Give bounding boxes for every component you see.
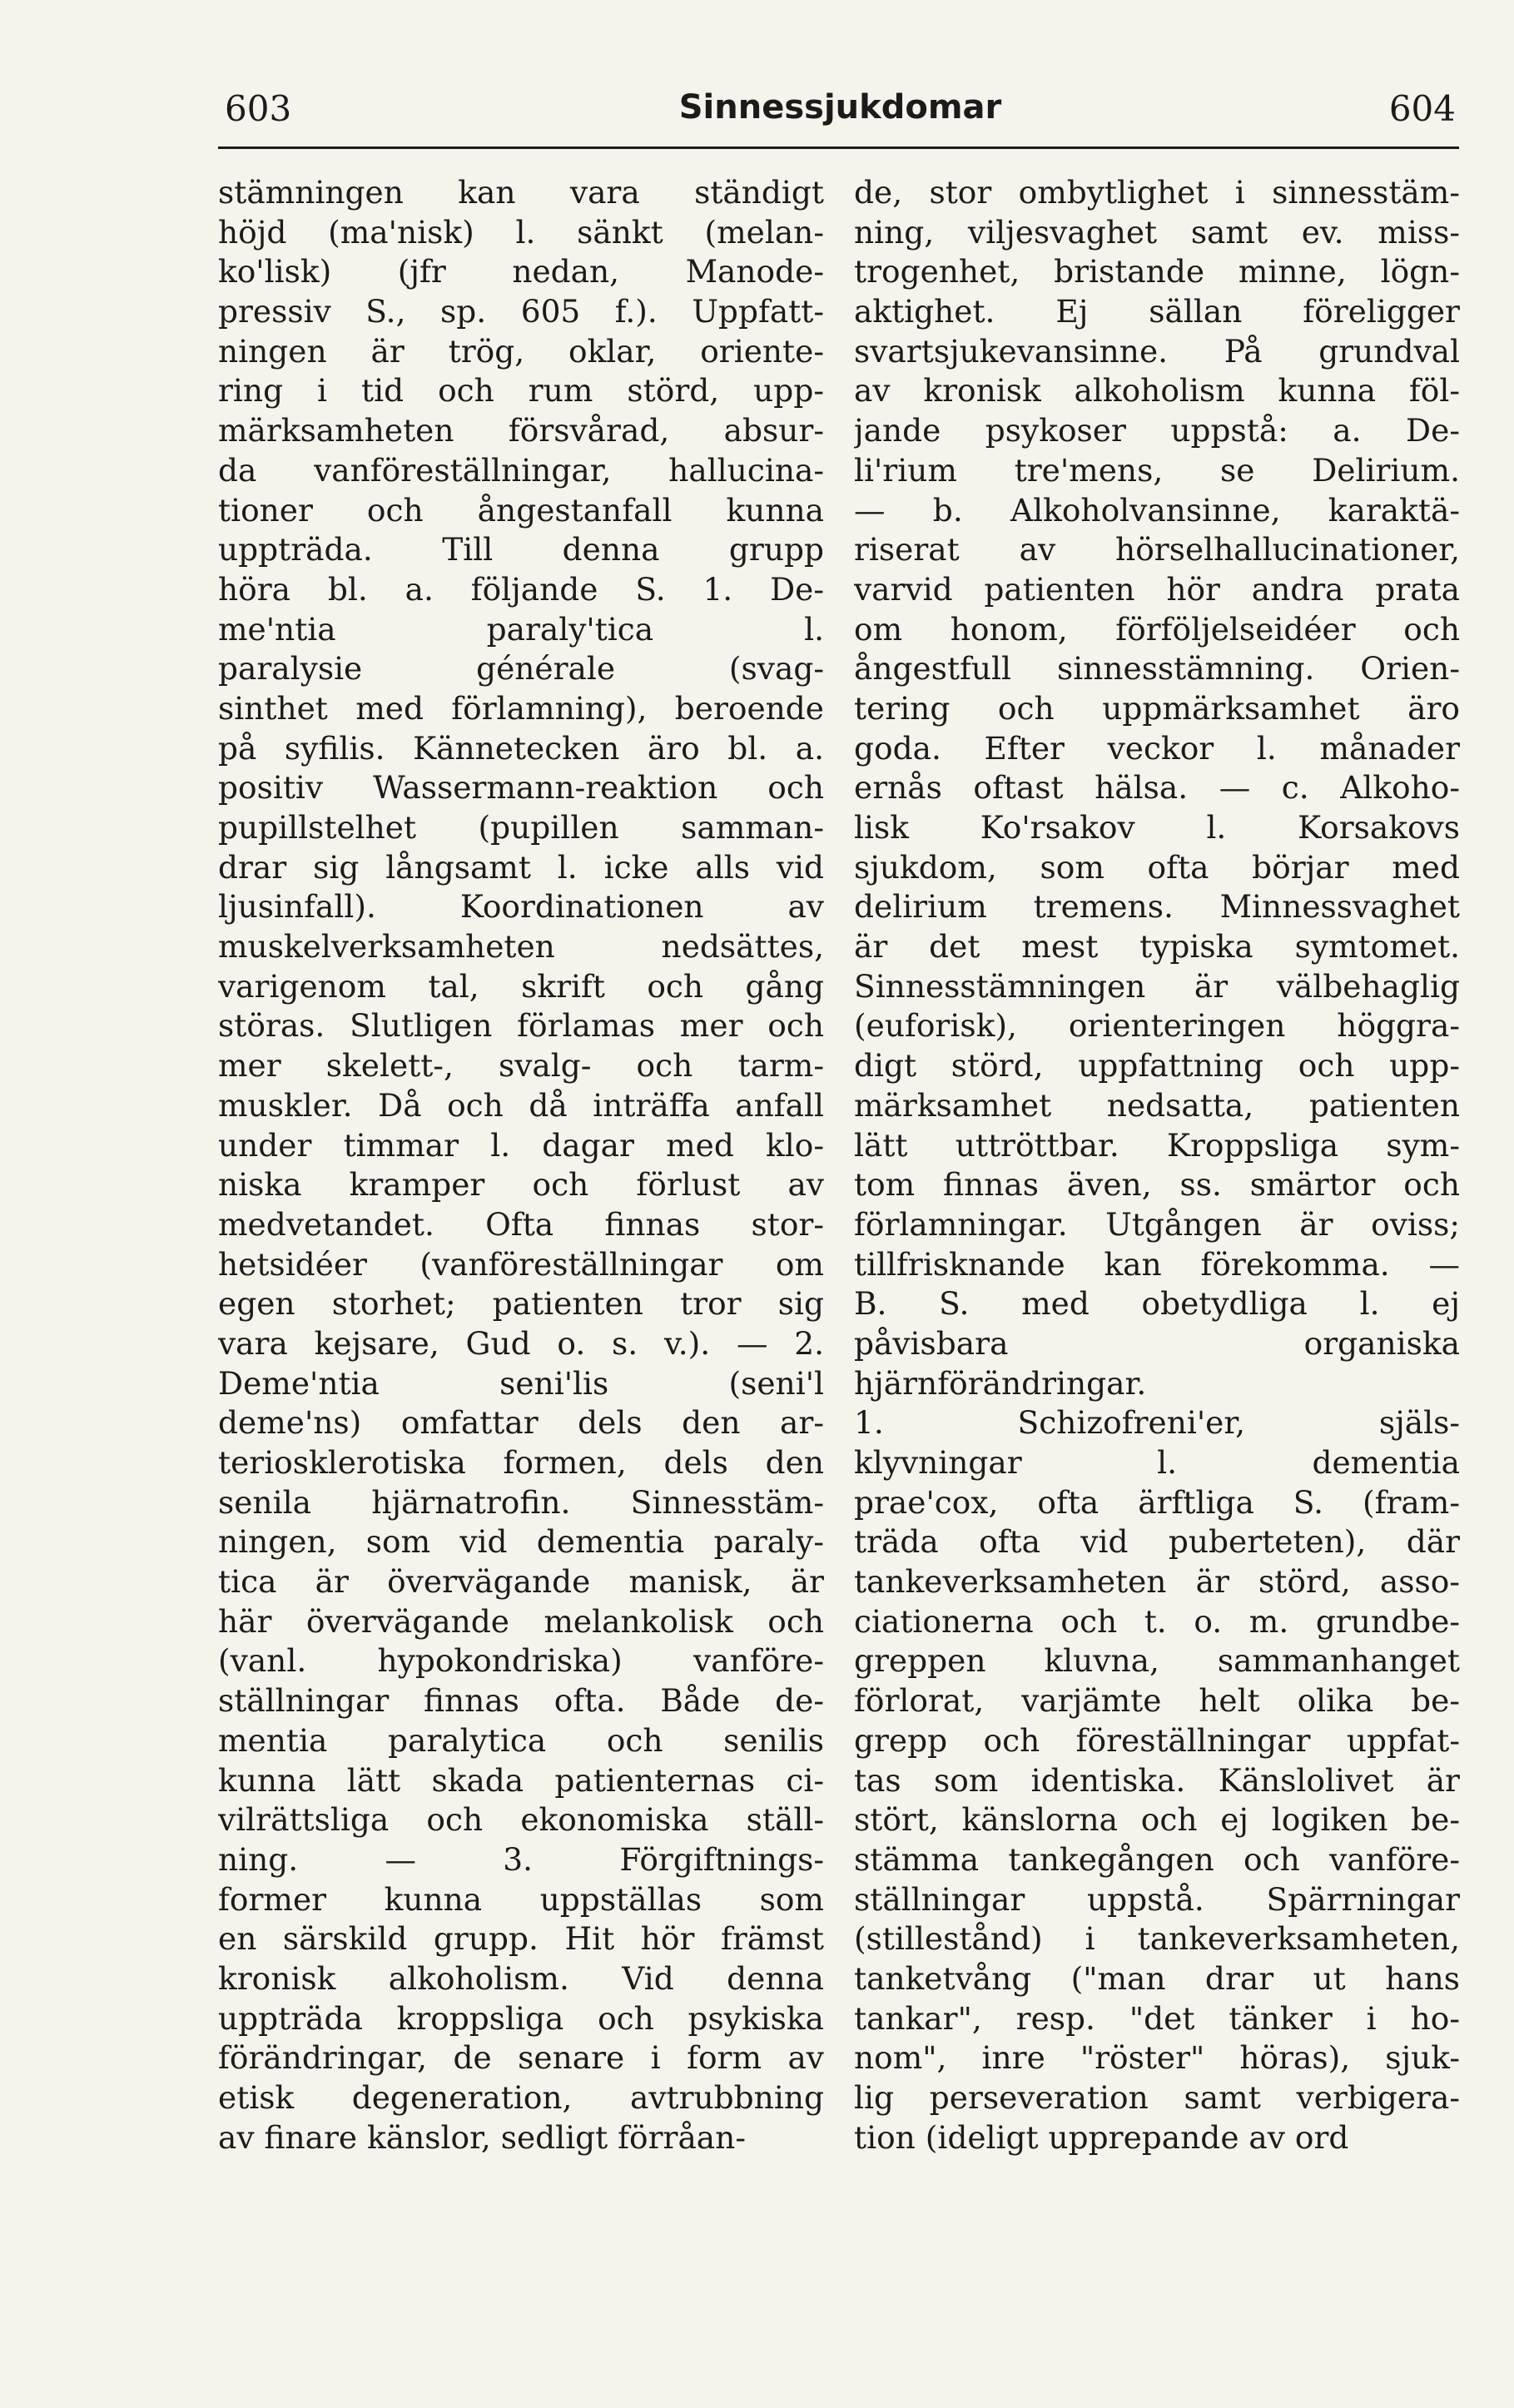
text-line: ring i tid och rum störd, upp-	[218, 372, 824, 410]
text-line: nom", inre "röster" höras), sjuk-	[854, 2039, 1460, 2077]
text-line: goda. Efter veckor l. månader	[854, 729, 1460, 767]
text-line: höjd (ma'nisk) l. sänkt (melan-	[218, 213, 824, 251]
text-line: teriosklerotiska formen, dels den	[218, 1444, 824, 1481]
text-line: om honom, förföljelseidéer och	[854, 610, 1460, 648]
text-line: märksamheten försvårad, absur-	[218, 412, 824, 449]
text-line: ningen, som vid dementia paraly-	[218, 1523, 824, 1561]
text-line: under timmar l. dagar med klo-	[218, 1126, 824, 1164]
text-line: paralysie générale (svag-	[218, 650, 824, 688]
text-line: me'ntia paraly'tica l.	[218, 610, 824, 648]
text-line: störas. Slutligen förlamas mer och	[218, 1007, 824, 1045]
text-line: etisk degeneration, avtrubbning	[218, 2079, 824, 2116]
right-text-column	[854, 173, 1460, 2157]
text-line: höra bl. a. följande S. 1. De-	[218, 570, 824, 608]
text-line: senila hjärnatrofin. Sinnesstäm-	[218, 1483, 824, 1521]
text-line: ciationerna och t. o. m. grundbe-	[854, 1602, 1460, 1640]
page-number-right: 604	[1388, 88, 1456, 129]
text-line: märksamhet nedsatta, patienten	[854, 1086, 1460, 1124]
text-line: aktighet. Ej sällan föreligger	[854, 293, 1460, 330]
text-line: sjukdom, som ofta börjar med	[854, 848, 1460, 886]
header-rule	[218, 146, 1459, 149]
text-line: ljusinfall). Koordinationen av	[218, 888, 824, 926]
text-line: medvetandet. Ofta finnas stor-	[218, 1205, 824, 1243]
text-line: muskelverksamheten nedsättes,	[218, 928, 824, 966]
text-line: stört, känslorna och ej logiken be-	[854, 1801, 1460, 1839]
text-line: vara kejsare, Gud o. s. v.). — 2.	[218, 1324, 824, 1362]
text-line: stämma tankegången och vanföre-	[854, 1840, 1460, 1878]
text-line: prae'cox, ofta ärftliga S. (fram-	[854, 1483, 1460, 1521]
text-line: drar sig långsamt l. icke alls vid	[218, 848, 824, 886]
text-line: lätt uttröttbar. Kroppsliga sym-	[854, 1126, 1460, 1164]
text-line: en särskild grupp. Hit hör främst	[218, 1920, 824, 1958]
text-line: tion (ideligt upprepande av ord	[854, 2118, 1349, 2156]
text-line: grepp och föreställningar uppfat-	[854, 1721, 1460, 1759]
text-line: uppträda. Till denna grupp	[218, 531, 824, 568]
text-line: li'rium tre'mens, se Delirium.	[854, 451, 1460, 489]
running-header	[225, 88, 1456, 146]
text-line: B. S. med obetydliga l. ej	[854, 1285, 1460, 1323]
text-line: här övervägande melankolisk och	[218, 1602, 824, 1640]
text-line: ko'lisk) (jfr nedan, Manode-	[218, 253, 824, 290]
text-line: sinthet med förlamning), beroende	[218, 689, 824, 727]
text-line: varigenom tal, skrift och gång	[218, 967, 824, 1005]
text-line: hetsidéer (vanföreställningar om	[218, 1245, 824, 1283]
text-line: tica är övervägande manisk, är	[218, 1563, 824, 1601]
page-number-left: 603	[225, 88, 292, 129]
text-line: tillfrisknande kan förekomma. —	[854, 1245, 1460, 1283]
text-line: ångestfull sinnesstämning. Orien-	[854, 650, 1460, 688]
text-line: positiv Wassermann-reaktion och	[218, 769, 824, 807]
text-line: tas som identiska. Känslolivet är	[854, 1761, 1460, 1799]
text-line: tioner och ångestanfall kunna	[218, 491, 824, 529]
left-text-column	[218, 173, 824, 2157]
text-line: jande psykoser uppstå: a. De-	[854, 412, 1460, 449]
text-line: svartsjukevansinne. På grundval	[854, 332, 1460, 370]
text-line: tering och uppmärksamhet äro	[854, 689, 1460, 727]
text-line: förlamningar. Utgången är oviss;	[854, 1205, 1460, 1243]
text-line: mentia paralytica och senilis	[218, 1721, 824, 1759]
text-line: (euforisk), orienteringen höggra-	[854, 1007, 1460, 1045]
text-line: vilrättsliga och ekonomiska ställ-	[218, 1801, 824, 1839]
text-line: delirium tremens. Minnessvaghet	[854, 888, 1460, 926]
text-line: påvisbara organiska	[854, 1324, 1460, 1362]
text-line: de, stor ombytlighet i sinnesstäm-	[854, 174, 1460, 211]
text-line: träda ofta vid puberteten), där	[854, 1523, 1460, 1561]
text-line: niska kramper och förlust av	[218, 1166, 824, 1204]
text-line: hjärnförändringar.	[854, 1364, 1147, 1402]
text-line: ning, viljesvaghet samt ev. miss-	[854, 213, 1460, 251]
text-line: förändringar, de senare i form av	[218, 2039, 824, 2077]
text-line: former kunna uppställas som	[218, 1880, 824, 1918]
text-line: av finare känslor, sedligt förråan-	[218, 2118, 746, 2156]
text-line: riserat av hörselhallucinationer,	[854, 531, 1460, 568]
text-line: tankar", resp. "det tänker i ho-	[854, 1999, 1460, 2037]
text-line: tanketvång ("man drar ut hans	[854, 1959, 1460, 1997]
text-line: egen storhet; patienten tror sig	[218, 1285, 824, 1323]
text-line: lig perseveration samt verbigera-	[854, 2079, 1460, 2116]
text-line: muskler. Då och då inträffa anfall	[218, 1086, 824, 1124]
text-line: tom finnas även, ss. smärtor och	[854, 1166, 1460, 1204]
text-line: — b. Alkoholvansinne, karaktä-	[854, 491, 1460, 529]
text-line: kunna lätt skada patienternas ci-	[218, 1761, 824, 1799]
text-line: ning. — 3. Förgiftnings-	[218, 1840, 824, 1878]
text-line: trogenhet, bristande minne, lögn-	[854, 253, 1460, 290]
text-line: (stillestånd) i tankeverksamheten,	[854, 1920, 1460, 1958]
text-line: på syfilis. Kännetecken äro bl. a.	[218, 729, 824, 767]
text-line: stämningen kan vara ständigt	[218, 174, 824, 211]
text-line: pupillstelhet (pupillen samman-	[218, 809, 824, 846]
text-line: av kronisk alkoholism kunna föl-	[854, 372, 1460, 410]
text-line: ställningar finnas ofta. Både de-	[218, 1682, 824, 1720]
text-line: tankeverksamheten är störd, asso-	[854, 1563, 1460, 1601]
text-line: deme'ns) omfattar dels den ar-	[218, 1404, 824, 1442]
text-line: (vanl. hypokondriska) vanföre-	[218, 1642, 824, 1680]
text-line: Sinnesstämningen är välbehaglig	[854, 967, 1460, 1005]
text-line: greppen kluvna, sammanhanget	[854, 1642, 1460, 1680]
text-line: ställningar uppstå. Spärrningar	[854, 1880, 1460, 1918]
text-line: kronisk alkoholism. Vid denna	[218, 1959, 824, 1997]
text-line: 1. Schizofreni'er, själs-	[854, 1404, 1460, 1442]
text-line: uppträda kroppsliga och psykiska	[218, 1999, 824, 2037]
text-line: pressiv S., sp. 605 f.). Uppfatt-	[218, 293, 824, 330]
text-line: lisk Ko'rsakov l. Korsakovs	[854, 809, 1460, 846]
text-line: ernås oftast hälsa. — c. Alkoho-	[854, 769, 1460, 807]
text-line: ningen är trög, oklar, oriente-	[218, 332, 824, 370]
text-line: mer skelett-, svalg- och tarm-	[218, 1047, 824, 1085]
text-line: klyvningar l. dementia	[854, 1444, 1460, 1481]
text-line: förlorat, varjämte helt olika be-	[854, 1682, 1460, 1720]
running-title: Sinnessjukdomar	[678, 88, 1002, 127]
text-line: da vanföreställningar, hallucina-	[218, 451, 824, 489]
text-line: digt störd, uppfattning och upp-	[854, 1047, 1460, 1085]
text-line: är det mest typiska symtomet.	[854, 928, 1460, 966]
text-line: Deme'ntia seni'lis (seni'l	[218, 1364, 824, 1402]
text-line: varvid patienten hör andra prata	[854, 570, 1460, 608]
